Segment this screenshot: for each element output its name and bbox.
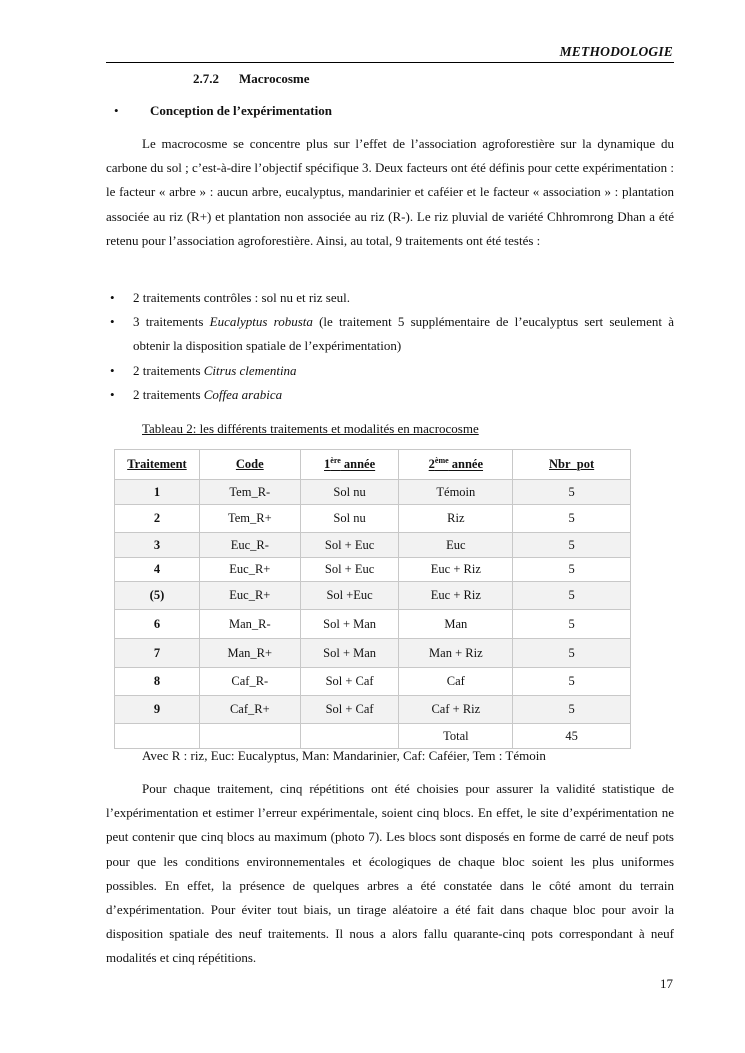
table-row: 7 Man_R+ Sol + Man Man + Riz 5 <box>115 639 631 668</box>
table-total-row <box>115 724 631 749</box>
table-row: 3 Euc_R- Sol + Euc Euc 5 <box>115 533 631 558</box>
table-row: 4 Euc_R+ Sol + Euc Euc + Riz 5 <box>115 558 631 582</box>
subheading <box>114 103 332 119</box>
col-header-annee2: 2ème année <box>399 450 513 480</box>
intro-paragraph <box>106 132 674 253</box>
list-item: • 3 traitements Eucalyptus robusta (le traitement 5 supplémentaire de l’eucalyptus sert seulement à obtenir la disposition spatiale de l’expérimentation) <box>106 310 674 358</box>
bullet-icon: • <box>114 103 119 118</box>
closing-paragraph <box>106 777 674 971</box>
table-caption: Tableau 2: les différents traitements et modalités en macrocosme <box>142 421 479 436</box>
table-row: 8 Caf_R- Sol + Caf Caf 5 <box>115 668 631 696</box>
section-number: 2.7.2 <box>193 71 219 86</box>
col-header-traitement: Traitement <box>115 450 200 480</box>
section-heading <box>193 71 310 87</box>
running-header: METHODOLOGIE <box>559 44 673 59</box>
table-row: (5) Euc_R+ Sol +Euc Euc + Riz 5 <box>115 582 631 610</box>
closing-paragraph-text: Pour chaque traitement, cinq répétitions ont été choisies pour assurer la validité statistique de l’expérimentation et estimer l’erreur expérimentale, soient cinq blocs. En effet, le site d’expérimentation ne peut contenir que cinq blocs au maximum (photo 7). Les blocs sont disposés en forme de carré de neuf pots pour que les conditions environnementales et écologiques de chaque bloc soient les plus uniformes possibles. En effet, la présence de quelques arbres a été constatée dans le côté amont du terrain d’expérimentation. Pour éviter tout biais, un tirage aléatoire a été fait dans chaque bloc pour avoir la disposition spatiale des neuf traitements. Il nous a alors fallu quarante-cinq pots correspondant à neuf modalités et cinq répétitions. <box>106 781 674 966</box>
table-header-row <box>115 450 631 480</box>
list-item: • 2 traitements Citrus clementina <box>106 359 674 383</box>
section-title: Macrocosme <box>239 71 310 86</box>
col-header-nbr-pot: Nbr_pot <box>513 450 631 480</box>
header-divider <box>106 62 674 63</box>
col-header-code: Code <box>199 450 300 480</box>
intro-paragraph-text: Le macrocosme se concentre plus sur l’effet de l’association agroforestière sur la dynamique du carbone du sol ; c’est-à-dire l’objectif spécifique 3. Deux facteurs ont été définis pour cette expérimentation : le facteur « arbre » : aucun arbre, eucalyptus, mandarinier et caféier et le facteur « association » : plantation associée au riz (R+) et plantation non associée au riz (R-). Le riz pluvial de variété Chhromrong Dhan a été retenu pour l’association agroforestière. Ainsi, au total, 9 traitements ont été testés : <box>106 136 674 248</box>
subheading-text: Conception de l’expérimentation <box>150 103 332 118</box>
col-header-annee1: 1ère année <box>300 450 399 480</box>
treatments-table <box>114 449 631 749</box>
table-row: 6 Man_R- Sol + Man Man 5 <box>115 610 631 639</box>
table-row: 1 Tem_R- Sol nu Témoin 5 <box>115 480 631 505</box>
table-row: 9 Caf_R+ Sol + Caf Caf + Riz 5 <box>115 696 631 724</box>
abbreviations-note: Avec R : riz, Euc: Eucalyptus, Man: Mandarinier, Caf: Caféier, Tem : Témoin <box>142 748 546 763</box>
page-number: 17 <box>660 976 673 991</box>
list-item: • 2 traitements contrôles : sol nu et riz seul. <box>106 286 674 310</box>
list-item: • 2 traitements Coffea arabica <box>106 383 674 407</box>
total-label: Total <box>399 724 513 749</box>
total-value: 45 <box>513 724 631 749</box>
treatment-list <box>106 286 674 407</box>
table-row: 2 Tem_R+ Sol nu Riz 5 <box>115 505 631 533</box>
